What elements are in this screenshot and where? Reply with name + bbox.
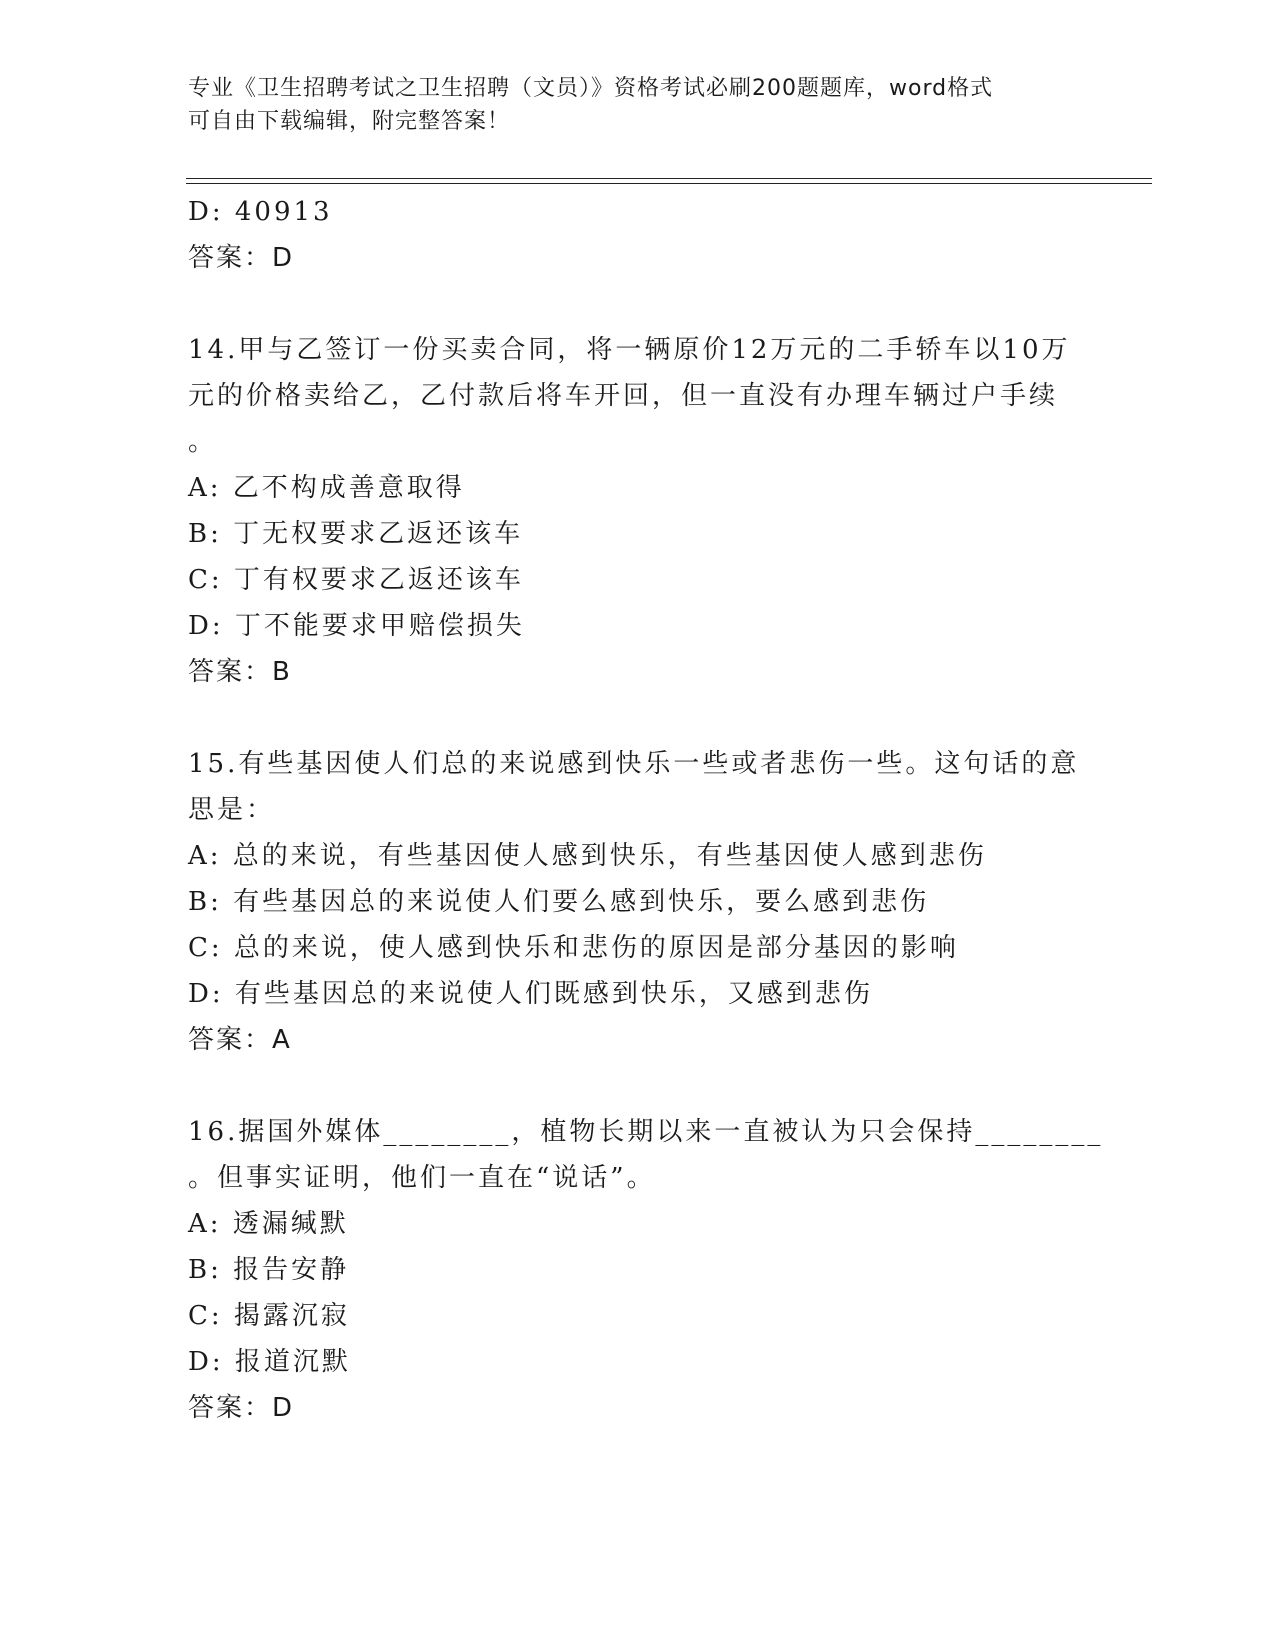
header-title-line-2: 可自由下载编辑，附完整答案！ [188, 109, 511, 134]
option-b: B: 丁无权要求乙返还该车 [188, 519, 524, 549]
question-stem-line: 元的价格卖给乙，乙付款后将车开回，但一直没有办理车辆过户手续 [188, 381, 1059, 411]
page-header [188, 72, 1068, 138]
question-stem-line: 思是： [188, 795, 276, 825]
option-b: B: 有些基因总的来说使人们要么感到快乐，要么感到悲伤 [188, 887, 930, 917]
answer-line: 答案：D [188, 243, 295, 273]
header-divider-top [186, 178, 1152, 179]
question-stem-line: 16.据国外媒体________，植物长期以来一直被认为只会保持________ [188, 1117, 1104, 1147]
question-stem-line: 。但事实证明，他们一直在“说话”。 [188, 1163, 656, 1193]
question-content [188, 189, 1104, 1431]
question-15 [188, 741, 1088, 1063]
option-c: C: 揭露沉寂 [188, 1301, 350, 1331]
option-b: B: 报告安静 [188, 1255, 350, 1285]
option-c: C: 丁有权要求乙返还该车 [188, 565, 524, 595]
question-stem-line: 15.有些基因使人们总的来说感到快乐一些或者悲伤一些。这句话的意 [188, 749, 1080, 779]
question-stem-line: 。 [188, 427, 218, 457]
option-c: C: 总的来说，使人感到快乐和悲伤的原因是部分基因的影响 [188, 933, 959, 963]
question-14 [188, 327, 1088, 695]
question-16 [188, 1109, 1104, 1431]
option-a: A: 总的来说，有些基因使人感到快乐，有些基因使人感到悲伤 [188, 841, 987, 871]
spacer [188, 281, 1088, 327]
answer-line: 答案：D [188, 1393, 295, 1423]
spacer [188, 1063, 1088, 1109]
header-title-line-1: 专业《卫生招聘考试之卫生招聘（文员）》资格考试必刷200题题库，word格式 [188, 76, 994, 101]
option-a: A: 透漏缄默 [188, 1209, 349, 1239]
question-stem-line: 14.甲与乙签订一份买卖合同，将一辆原价12万元的二手轿车以10万 [188, 335, 1071, 365]
spacer [188, 695, 1088, 741]
option-d: D: 丁不能要求甲赔偿损失 [188, 611, 525, 641]
previous-question-tail [188, 189, 1088, 281]
option-d: D: 40913 [188, 197, 333, 227]
header-divider-bottom [186, 183, 1152, 184]
option-a: A: 乙不构成善意取得 [188, 473, 465, 503]
option-d: D: 有些基因总的来说使人们既感到快乐，又感到悲伤 [188, 979, 873, 1009]
answer-line: 答案：A [188, 1025, 292, 1055]
option-d: D: 报道沉默 [188, 1347, 351, 1377]
answer-line: 答案：B [188, 657, 292, 687]
